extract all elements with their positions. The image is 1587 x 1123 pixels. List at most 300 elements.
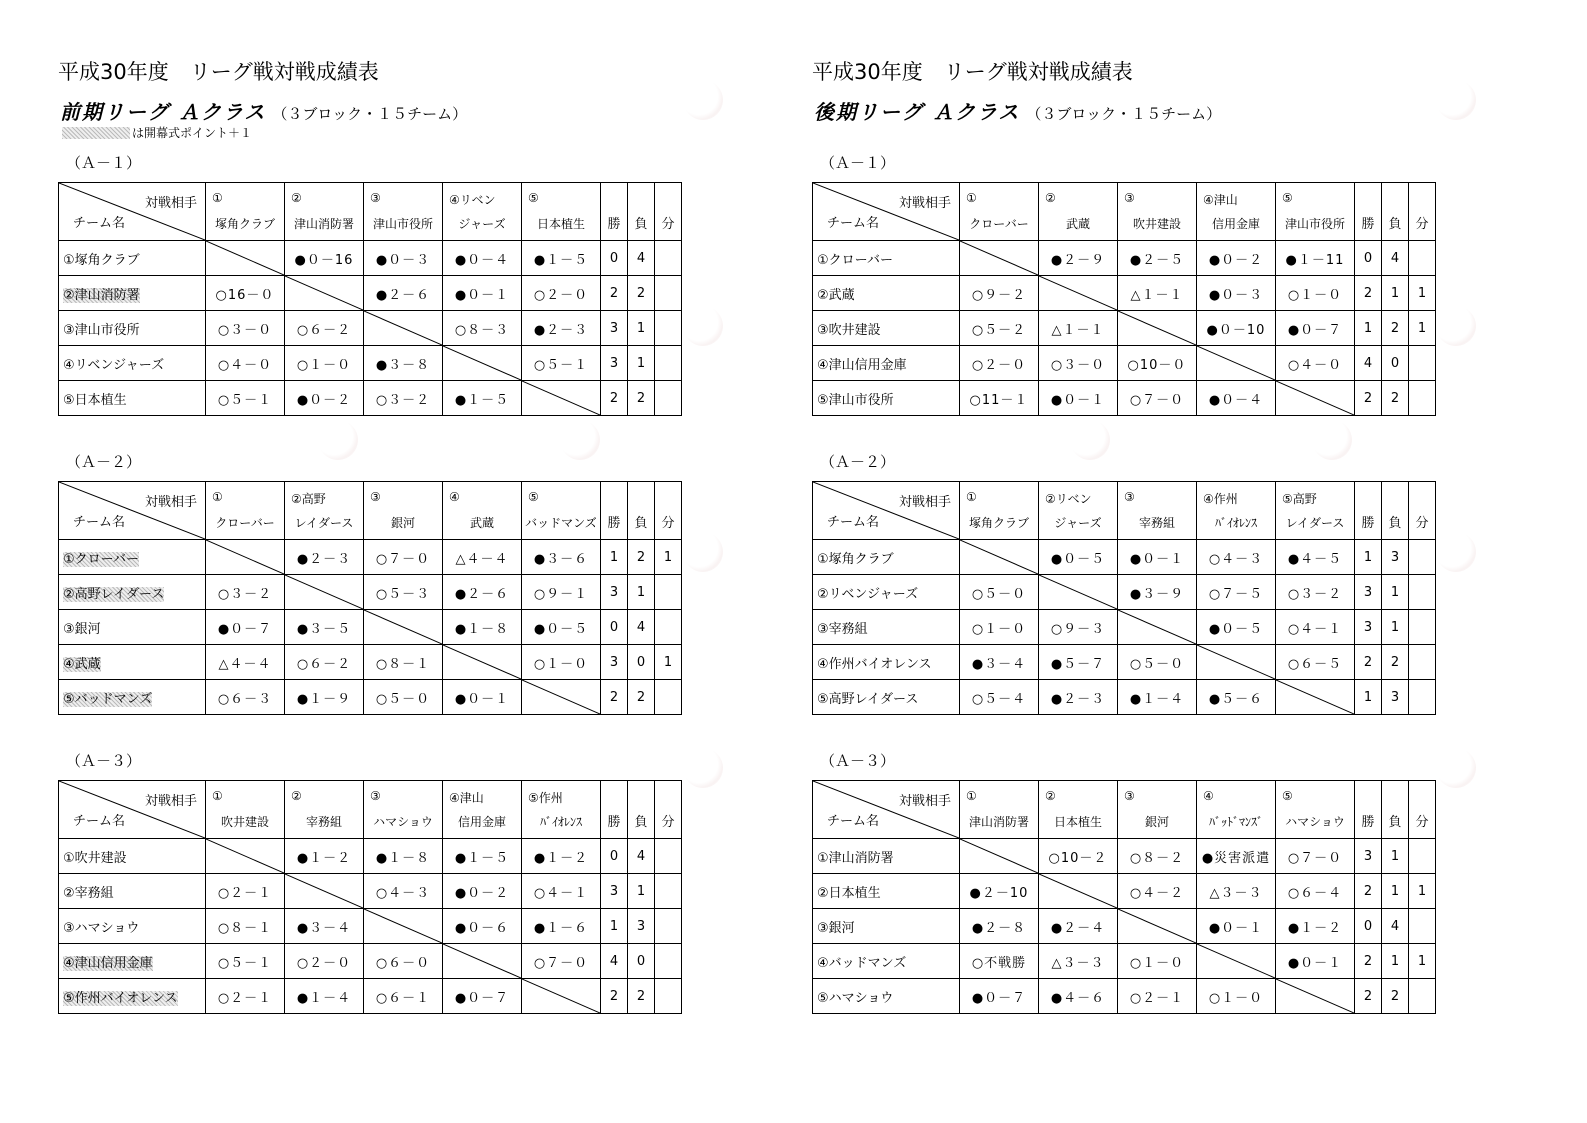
losses-cell: 1: [628, 575, 655, 610]
wins-cell: 4: [1355, 346, 1382, 381]
opponent-header: [522, 183, 601, 241]
losses-cell: 1: [1382, 839, 1409, 874]
match-result: ●１－２: [1276, 909, 1355, 944]
opponent-name: 日本植生: [1053, 815, 1102, 829]
self-match-cell: [1197, 944, 1276, 979]
wins-cell: 2: [1355, 645, 1382, 680]
opponent-number: ④津山: [1203, 193, 1238, 207]
team-name-cell: [59, 575, 206, 610]
baseball-watermark: [1312, 420, 1352, 460]
wins-cell: 0: [1355, 909, 1382, 944]
team-name: ④津山信用金庫: [63, 955, 153, 971]
match-result: ○11－１: [960, 381, 1039, 416]
opponent-number: ①: [212, 789, 223, 803]
opponent-name: ジャーズ: [458, 217, 506, 231]
match-result: ○１－０: [285, 346, 364, 381]
team-name-cell: [813, 276, 960, 311]
team-name: ⑤津山市役所: [817, 392, 894, 408]
match-result: ●０－４: [443, 241, 522, 276]
opponent-header: [1197, 482, 1276, 540]
match-result: ○８－２: [1118, 839, 1197, 874]
match-result: ●２－３: [522, 311, 601, 346]
match-result: ●１－４: [285, 979, 364, 1014]
opponent-number: ③: [370, 490, 381, 504]
wins-cell: 1: [601, 540, 628, 575]
match-result: ○４－１: [522, 874, 601, 909]
opponent-number: ④: [1203, 789, 1214, 803]
self-match-cell: [1118, 311, 1197, 346]
team-name: ①津山消防署: [817, 850, 894, 866]
opponent-header: [285, 183, 364, 241]
match-result: ○１－０: [960, 610, 1039, 645]
opponent-name: 塚角クラブ: [214, 217, 275, 231]
opponent-name: ジャーズ: [1054, 516, 1102, 530]
draws-cell: [655, 680, 682, 715]
wins-cell: 2: [1355, 381, 1382, 416]
wins-cell: 4: [601, 944, 628, 979]
draws-cell: [1409, 381, 1436, 416]
opponent-header: [522, 482, 601, 540]
team-name-cell: [813, 645, 960, 680]
losses-cell: 2: [1382, 381, 1409, 416]
stat-header: 分: [655, 482, 682, 540]
opponent-number: ②高野: [291, 492, 326, 506]
draws-cell: [655, 575, 682, 610]
match-result: ●０－５: [1197, 610, 1276, 645]
table-row: [813, 276, 1436, 311]
wins-cell: 1: [601, 909, 628, 944]
self-match-cell: [285, 575, 364, 610]
opponent-header: [960, 482, 1039, 540]
match-result: ○不戦勝: [960, 944, 1039, 979]
team-header-label: チーム名: [73, 515, 126, 530]
team-name-cell: [813, 311, 960, 346]
team-name: ③ハマショウ: [63, 920, 140, 936]
draws-cell: [1409, 979, 1436, 1014]
team-name: ③宰務組: [817, 621, 868, 637]
match-result: ●０－１: [1118, 540, 1197, 575]
match-result: ○２－１: [1118, 979, 1197, 1014]
opponent-header: [206, 183, 285, 241]
wins-cell: 3: [1355, 575, 1382, 610]
draws-cell: [655, 874, 682, 909]
table-row: [813, 944, 1436, 979]
match-result: ●５－６: [1197, 680, 1276, 715]
team-name: ②日本植生: [817, 885, 881, 901]
team-name: ①クローバー: [817, 252, 894, 268]
stat-header: 分: [655, 781, 682, 839]
self-match-cell: [1039, 276, 1118, 311]
opponent-name: 銀河: [1144, 815, 1169, 829]
baseball-watermark: [1436, 80, 1476, 120]
stat-header: 勝: [1355, 183, 1382, 241]
team-name: ③津山市役所: [63, 322, 140, 338]
losses-cell: 1: [1382, 874, 1409, 909]
wins-cell: 0: [601, 241, 628, 276]
opponent-name: 津山消防署: [293, 217, 354, 231]
opponent-header: [443, 482, 522, 540]
draws-cell: [655, 311, 682, 346]
opponent-name: クローバー: [969, 217, 1029, 231]
match-result: ○16－０: [206, 276, 285, 311]
corner-header: [813, 183, 960, 241]
match-result: ●１－２: [522, 839, 601, 874]
opponent-name: 津山消防署: [968, 815, 1029, 829]
self-match-cell: [1197, 346, 1276, 381]
opponent-name: 吹井建設: [1132, 217, 1181, 231]
match-result: ●０－４: [1197, 381, 1276, 416]
match-result: ○４－３: [1197, 540, 1276, 575]
page-title: 平成30年度 リーグ戦対戦成績表: [58, 60, 379, 84]
table-row: [813, 540, 1436, 575]
wins-cell: 3: [601, 311, 628, 346]
match-result: ○３－０: [206, 311, 285, 346]
draws-cell: [1409, 645, 1436, 680]
opponent-name: 武蔵: [1065, 217, 1090, 231]
self-match-cell: [1197, 645, 1276, 680]
team-name: ⑤高野レイダース: [817, 691, 919, 707]
self-match-cell: [960, 540, 1039, 575]
match-result: ●３－８: [364, 346, 443, 381]
opponent-header: [206, 482, 285, 540]
draws-cell: 1: [1409, 874, 1436, 909]
wins-cell: 2: [601, 276, 628, 311]
draws-cell: [655, 381, 682, 416]
team-name: ④リベンジャーズ: [63, 357, 165, 373]
header-row: [59, 183, 682, 241]
self-match-cell: [364, 311, 443, 346]
losses-cell: 4: [628, 241, 655, 276]
draws-cell: [655, 276, 682, 311]
league-table: [58, 182, 682, 416]
opponent-header: [1276, 781, 1355, 839]
opponent-number: ④リベン: [449, 193, 496, 207]
match-result: ○３－０: [1039, 346, 1118, 381]
team-name-cell: [59, 311, 206, 346]
table-row: [59, 381, 682, 416]
corner-header: [813, 482, 960, 540]
stat-header: 負: [628, 183, 655, 241]
match-result: ○４－０: [1276, 346, 1355, 381]
match-result: ●５－７: [1039, 645, 1118, 680]
opponent-name: 吹井建設: [220, 815, 269, 829]
league-subtitle: [814, 96, 1221, 125]
wins-cell: 3: [601, 874, 628, 909]
baseball-watermark: [1070, 420, 1110, 460]
opponent-number: ②: [1045, 789, 1056, 803]
wins-cell: 0: [601, 610, 628, 645]
table-row: [813, 311, 1436, 346]
match-result: ○１－０: [522, 645, 601, 680]
table-row: [59, 311, 682, 346]
opponent-header: [285, 482, 364, 540]
match-result: ○５－０: [960, 575, 1039, 610]
opponent-number: ①: [966, 191, 977, 205]
match-result: ○９－１: [522, 575, 601, 610]
match-result: ○５－１: [522, 346, 601, 381]
wins-cell: 2: [601, 381, 628, 416]
table-row: [59, 610, 682, 645]
match-result: ○３－２: [364, 381, 443, 416]
team-name-cell: [59, 241, 206, 276]
wins-cell: 2: [601, 680, 628, 715]
losses-cell: 1: [1382, 944, 1409, 979]
match-result: ○３－２: [206, 575, 285, 610]
team-name-cell: [59, 874, 206, 909]
opponent-name: 銀河: [390, 516, 415, 530]
losses-cell: 2: [1382, 645, 1409, 680]
draws-cell: [655, 839, 682, 874]
draws-cell: [655, 909, 682, 944]
league-note: （３ブロック・１５チーム）: [1026, 105, 1222, 123]
match-result: ○５－０: [364, 680, 443, 715]
team-header-label: チーム名: [73, 814, 126, 829]
opponent-number: ②: [291, 789, 302, 803]
losses-cell: 2: [628, 540, 655, 575]
losses-cell: 3: [1382, 540, 1409, 575]
league-subtitle: [60, 96, 467, 125]
team-name-cell: [813, 610, 960, 645]
self-match-cell: [1118, 610, 1197, 645]
match-result: ●３－６: [522, 540, 601, 575]
opponent-header: [443, 183, 522, 241]
match-result: ○７－０: [364, 540, 443, 575]
losses-cell: 3: [628, 909, 655, 944]
opponent-name: レイダース: [294, 516, 354, 530]
match-result: ●２－６: [443, 575, 522, 610]
match-result: ○７－５: [1197, 575, 1276, 610]
opponent-name: 宰務組: [305, 815, 342, 829]
team-name-cell: [59, 645, 206, 680]
match-result: ●０－１: [443, 680, 522, 715]
league-table: [58, 780, 682, 1014]
draws-cell: [655, 979, 682, 1014]
draws-cell: [1409, 575, 1436, 610]
opponent-header: [1039, 781, 1118, 839]
opponent-name: レイダース: [1285, 516, 1345, 530]
opponent-name: ﾊﾞｲｵﾚﾝｽ: [1214, 516, 1257, 530]
wins-cell: 3: [601, 575, 628, 610]
match-result: ●１－２: [285, 839, 364, 874]
table-row: [59, 276, 682, 311]
match-result: ○７－０: [1276, 839, 1355, 874]
baseball-watermark: [1436, 532, 1476, 572]
draws-cell: [1409, 909, 1436, 944]
team-name-cell: [59, 944, 206, 979]
self-match-cell: [522, 680, 601, 715]
team-name-cell: [813, 575, 960, 610]
draws-cell: 1: [1409, 944, 1436, 979]
table-row: [59, 909, 682, 944]
match-result: ○６－０: [364, 944, 443, 979]
team-name-cell: [59, 610, 206, 645]
opponent-header: [1197, 183, 1276, 241]
block-label: （Ａ－１）: [820, 154, 896, 172]
match-result: ●２－６: [364, 276, 443, 311]
opponent-number: ②: [1045, 191, 1056, 205]
opponent-number: ③: [1124, 490, 1135, 504]
self-match-cell: [285, 276, 364, 311]
draws-cell: [655, 241, 682, 276]
league-name: 後期リーグ Ａクラス: [814, 100, 1021, 124]
self-match-cell: [1276, 381, 1355, 416]
team-name-cell: [813, 346, 960, 381]
table-row: [59, 241, 682, 276]
match-result: ○２－０: [960, 346, 1039, 381]
match-result: ●災害派遣: [1197, 839, 1276, 874]
stat-header: 負: [1382, 482, 1409, 540]
block-label: （Ａ－２）: [820, 453, 896, 471]
stat-header: 勝: [601, 183, 628, 241]
shade-legend-text: は開幕式ポイント＋１: [132, 126, 253, 140]
stat-header: 勝: [1355, 781, 1382, 839]
match-result: ○９－３: [1039, 610, 1118, 645]
table-row: [59, 540, 682, 575]
wins-cell: 1: [1355, 311, 1382, 346]
opponent-header: [1039, 482, 1118, 540]
opponent-number: ③: [370, 789, 381, 803]
wins-cell: 2: [1355, 979, 1382, 1014]
losses-cell: 4: [628, 839, 655, 874]
table-row: [813, 346, 1436, 381]
block-label: （Ａ－１）: [66, 154, 142, 172]
team-name: ②リベンジャーズ: [817, 586, 919, 602]
match-result: ●３－５: [285, 610, 364, 645]
table-row: [813, 241, 1436, 276]
losses-cell: 0: [1382, 346, 1409, 381]
match-result: ○４－１: [1276, 610, 1355, 645]
match-result: ○５－４: [960, 680, 1039, 715]
opponent-number: ④作州: [1203, 492, 1238, 506]
draws-cell: [1409, 839, 1436, 874]
shade-swatch: [62, 127, 130, 139]
stat-header: 勝: [1355, 482, 1382, 540]
table-row: [813, 874, 1436, 909]
match-result: ○７－０: [522, 944, 601, 979]
losses-cell: 4: [1382, 909, 1409, 944]
match-result: ○６－２: [285, 645, 364, 680]
match-result: ○６－２: [285, 311, 364, 346]
wins-cell: 0: [1355, 241, 1382, 276]
stat-header: 分: [655, 183, 682, 241]
losses-cell: 2: [628, 276, 655, 311]
team-name-cell: [813, 979, 960, 1014]
opponent-name: 塚角クラブ: [968, 516, 1029, 530]
match-result: ●１－５: [443, 839, 522, 874]
table-row: [59, 874, 682, 909]
team-name-cell: [813, 909, 960, 944]
match-result: △４－４: [443, 540, 522, 575]
match-result: △１－１: [1118, 276, 1197, 311]
losses-cell: 4: [628, 610, 655, 645]
opponent-name: ハマショウ: [373, 815, 433, 829]
stat-header: 分: [1409, 183, 1436, 241]
team-name: ④武蔵: [63, 656, 101, 672]
losses-cell: 2: [1382, 979, 1409, 1014]
baseball-watermark: [1436, 306, 1476, 346]
team-name-cell: [59, 346, 206, 381]
match-result: ●１－９: [285, 680, 364, 715]
match-result: ○３－２: [1276, 575, 1355, 610]
team-name: ①クローバー: [63, 551, 140, 567]
corner-header: [59, 482, 206, 540]
match-result: ○５－１: [206, 944, 285, 979]
opponent-number: ①: [212, 191, 223, 205]
losses-cell: 1: [1382, 276, 1409, 311]
opponent-number: ①: [966, 490, 977, 504]
match-result: ○８－１: [364, 645, 443, 680]
league-note: （３ブロック・１５チーム）: [272, 105, 468, 123]
draws-cell: 1: [1409, 276, 1436, 311]
match-result: ●０－５: [1039, 540, 1118, 575]
losses-cell: 1: [1382, 575, 1409, 610]
match-result: ●０－10: [1197, 311, 1276, 346]
opponent-number: ③: [1124, 191, 1135, 205]
match-result: ○６－１: [364, 979, 443, 1014]
match-result: ●０－１: [443, 276, 522, 311]
self-match-cell: [364, 610, 443, 645]
stat-header: 負: [1382, 183, 1409, 241]
shade-legend: [62, 124, 252, 141]
match-result: ○９－２: [960, 276, 1039, 311]
opponent-header: [522, 781, 601, 839]
header-row: [59, 482, 682, 540]
wins-cell: 3: [601, 346, 628, 381]
losses-cell: 0: [628, 944, 655, 979]
baseball-watermark: [683, 748, 723, 788]
opponent-header: [1197, 781, 1276, 839]
team-name: ②高野レイダース: [63, 586, 165, 602]
match-result: ●１－５: [443, 381, 522, 416]
table-row: [59, 346, 682, 381]
team-header-label: チーム名: [827, 515, 880, 530]
draws-cell: [655, 610, 682, 645]
wins-cell: 2: [1355, 874, 1382, 909]
table-row: [59, 680, 682, 715]
match-result: ●０－２: [1197, 241, 1276, 276]
table-row: [813, 575, 1436, 610]
opponent-header: [364, 183, 443, 241]
wins-cell: 1: [1355, 680, 1382, 715]
team-name: ④バッドマンズ: [817, 955, 907, 971]
match-result: ○10－０: [1118, 346, 1197, 381]
match-result: △４－４: [206, 645, 285, 680]
losses-cell: 1: [628, 311, 655, 346]
stat-header: 勝: [601, 781, 628, 839]
self-match-cell: [1276, 979, 1355, 1014]
opponent-header: [1276, 183, 1355, 241]
self-match-cell: [1118, 909, 1197, 944]
match-result: ●３－４: [960, 645, 1039, 680]
match-result: ●２－３: [1039, 680, 1118, 715]
draws-cell: [655, 346, 682, 381]
match-result: ●４－５: [1276, 540, 1355, 575]
team-name: ⑤ハマショウ: [817, 990, 894, 1006]
match-result: △１－１: [1039, 311, 1118, 346]
team-name-cell: [59, 909, 206, 944]
opponent-header: [1118, 183, 1197, 241]
opponent-number: ③: [370, 191, 381, 205]
match-result: ○６－５: [1276, 645, 1355, 680]
opponent-name: 宰務組: [1138, 516, 1175, 530]
self-match-cell: [522, 979, 601, 1014]
team-name: ③吹井建設: [817, 322, 881, 338]
self-match-cell: [364, 909, 443, 944]
match-result: ●０－16: [285, 241, 364, 276]
match-result: ●１－８: [364, 839, 443, 874]
match-result: ○６－３: [206, 680, 285, 715]
match-result: ●０－３: [364, 241, 443, 276]
